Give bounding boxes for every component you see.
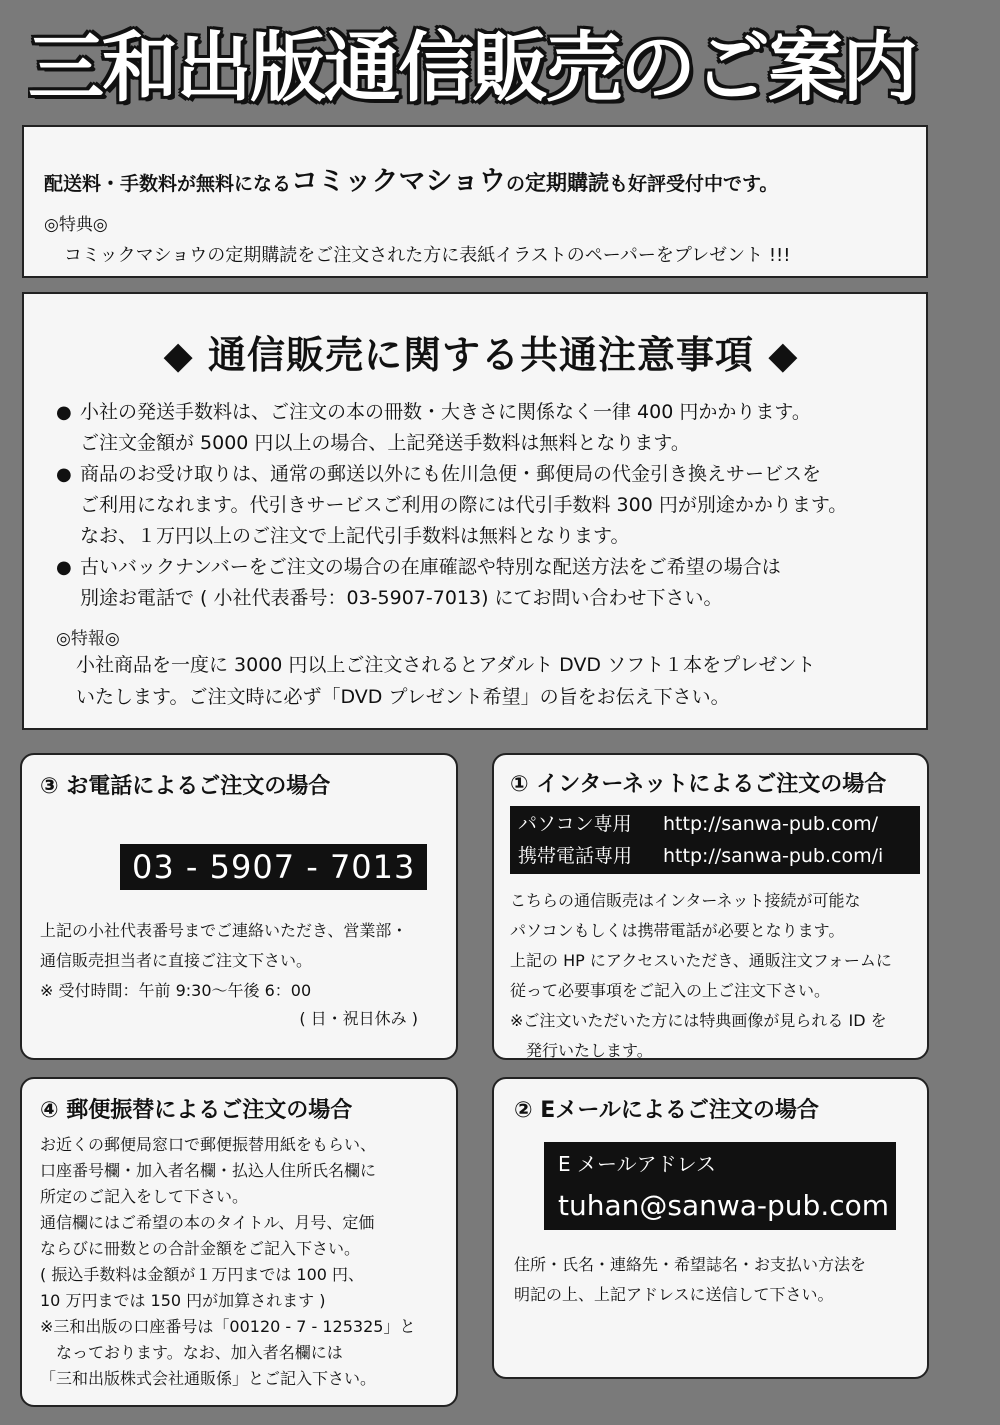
url-row-mobile (518, 840, 912, 872)
subscription-box (22, 125, 928, 278)
special-heading: ◎特報◎ (56, 629, 120, 649)
internet-order-text: こちらの通信販売はインターネット接続が可能な パソコンもしくは携帯電話が必要となります。 上記の HP にアクセスいただき、通販注文フォームに 従って必要事項をご記入の上ご注文下さい。 ※ご注文いただいた方には特典画像が見られる ID を 発行いたします。 (510, 891, 892, 1060)
internet-order-card (492, 753, 929, 1060)
internet-order-heading: ① インターネットによるご注文の場合 (510, 772, 887, 797)
notice-item (56, 397, 906, 459)
email-order-heading: ② Eメールによるご注文の場合 (514, 1098, 819, 1123)
phone-order-text: 上記の小社代表番号までご連絡いただき、営業部・ 通信販売担当者に直接ご注文下さい。 ※ 受付時間：午前 9:30〜午後 6：00 (40, 921, 408, 1000)
postal-order-heading: ④ 郵便振替によるご注文の場合 (40, 1098, 353, 1123)
magazine-name: コミックマショウ (291, 166, 506, 197)
benefit-text: コミックマショウの定期購読をご注文された方に表紙イラストのペーパーをプレゼント !!! (64, 245, 791, 266)
email-label: E メールアドレス (558, 1152, 716, 1176)
bullet-icon: ● (56, 464, 72, 485)
pc-url-link[interactable]: http://sanwa-pub.com/ (663, 813, 879, 835)
phone-holiday-note: ( 日・祝日休み ) (299, 1009, 418, 1028)
special-text: 小社商品を一度に 3000 円以上ご注文されるとアダルト DVD ソフト１本をプレゼント いたします。ご注文時に必ず「DVD プレゼント希望」の旨をお伝え下さい。 (76, 654, 816, 708)
subscription-mid: の (505, 173, 525, 195)
email-order-text: 住所・氏名・連絡先・希望誌名・お支払い方法を 明記の上、上記アドレスに送信して下さい。 (514, 1255, 867, 1304)
bullet-icon: ● (56, 402, 72, 423)
email-block (544, 1142, 896, 1230)
mobile-url-link[interactable]: http://sanwa-pub.com/i (663, 845, 884, 867)
notice-item (56, 459, 906, 552)
phone-order-card (20, 753, 458, 1060)
postal-order-card (20, 1077, 458, 1407)
notice-item-text: 商品のお受け取りは、通常の郵送以外にも佐川急便・郵便局の代金引き換えサービスを ご利用になれます。代引きサービスご利用の際には代引手数料 300 円が別途かかります。 なお、１万円以上のご注文で上記代引手数料は無料となります。 (80, 463, 848, 547)
url-label: 携帯電話専用 (518, 845, 633, 867)
url-label: パソコン専用 (518, 813, 632, 835)
notice-title: ◆ 通信販売に関する共通注意事項 ◆ (163, 333, 799, 377)
url-block (510, 806, 920, 874)
subscription-line (44, 159, 926, 198)
phone-order-heading: ③ お電話によるご注文の場合 (40, 774, 331, 799)
email-address-link[interactable]: tuhan@sanwa-pub.com (558, 1189, 890, 1222)
notice-item-text: 古いバックナンバーをご注文の場合の在庫確認や特別な配送方法をご希望の場合は 別途お電話で ( 小社代表番号：03-5907-7013) にてお問い合わせ下さい。 (80, 556, 781, 609)
phone-number[interactable]: 03 - 5907 - 7013 (120, 844, 427, 890)
url-row-pc (518, 808, 912, 840)
notice-box (22, 292, 928, 730)
postal-order-text: お近くの郵便局窓口で郵便振替用紙をもらい、 口座番号欄・加入者名欄・払込人住所氏名欄に 所定のご記入をして下さい。 通信欄にはご希望の本のタイトル、月号、定価 ならびに冊数との合計金額をご記入下さい。 ( 振込手数料は金額が１万円までは 100 円、 10 万円までは 150 円が加算されます ) ※三和出版の口座番号は「00120 - 7 - 125325」と なっております。なお、加入者名欄には 「三和出版株式会社通販係」とご記入下さい。 (40, 1135, 416, 1388)
notice-item (56, 552, 906, 614)
subscription-teiki: 定期購読 (524, 171, 609, 195)
subscription-post: も好評受付中です。 (608, 173, 779, 195)
page-title: 三和出版通信販売のご案内 (28, 23, 916, 112)
bullet-icon: ● (56, 557, 72, 578)
subscription-pre: 配送料・手数料が無料になる (44, 173, 292, 195)
email-order-card (492, 1077, 929, 1379)
benefit-heading: ◎特典◎ (44, 215, 108, 235)
notice-item-text: 小社の発送手数料は、ご注文の本の冊数・大きさに関係なく一律 400 円かかります。 ご注文金額が 5000 円以上の場合、上記発送手数料は無料となります。 (80, 401, 811, 454)
